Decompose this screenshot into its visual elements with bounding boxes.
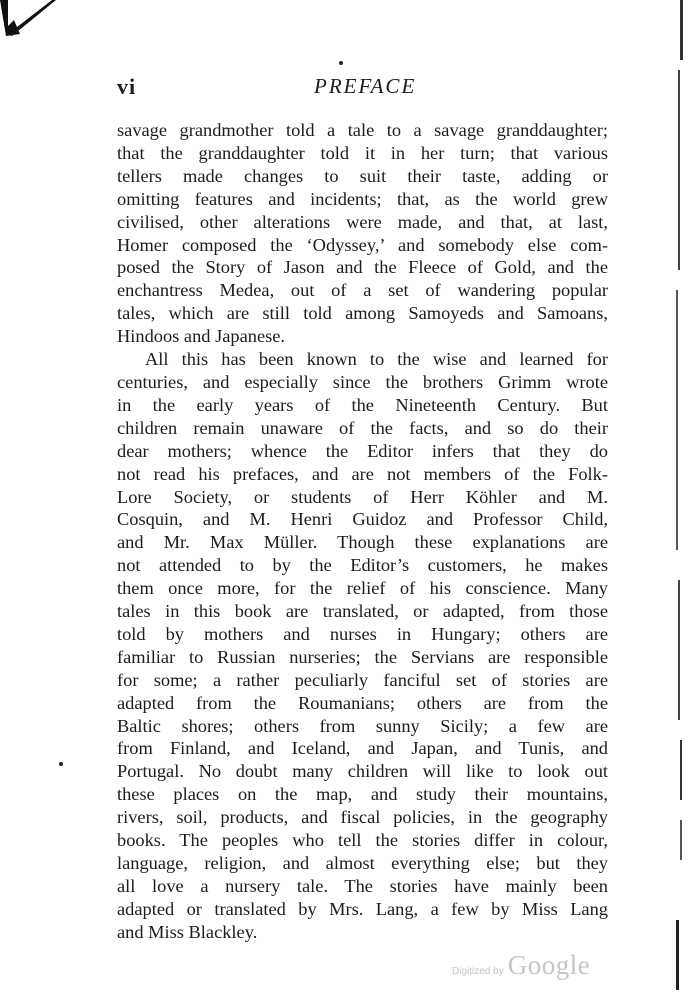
text-line: told by mothers and nurses in Hungary; others are: [117, 623, 608, 644]
text-line: for some; a rather peculiarly fanciful set of stories are: [117, 669, 608, 690]
text-line: Homer composed the ‘Odyssey,’ and somebody else com-: [117, 234, 608, 255]
text-line: tales, which are still told among Samoyeds and Samoans,: [117, 303, 608, 324]
running-head: PREFACE: [314, 74, 417, 98]
text-line: adapted from the Roumanians; others are from the: [117, 692, 608, 713]
text-line: Baltic shores; others from sunny Sicily; a few are: [117, 715, 608, 736]
paragraph-1: [117, 119, 608, 348]
digitized-by-google-watermark: [452, 950, 590, 982]
text-line: dear mothers; whence the Editor infers that they do: [117, 440, 608, 461]
text-line: rivers, soil, products, and fiscal policies, in the geography: [117, 807, 608, 828]
text-line: and Mr. Max Müller. Though these explanations are: [117, 532, 608, 553]
text-line: Lore Society, or students of Herr Köhler and M.: [117, 486, 608, 507]
text-line: Portugal. No doubt many children will like to look out: [117, 761, 608, 782]
text-line: language, religion, and almost everything else; but they: [117, 853, 608, 873]
text-line: Hindoos and Japanese.: [117, 326, 286, 347]
text-line: adapted or translated by Mrs. Lang, a few by Miss Lang: [117, 898, 608, 919]
text-line: and Miss Blackley.: [117, 921, 258, 942]
text-line: them once more, for the relief of his conscience. Many: [117, 578, 608, 599]
text-line: not read his prefaces, and are not members of the Folk-: [117, 463, 608, 484]
text-line: enchantress Medea, out of a set of wandering popular: [117, 280, 608, 301]
text-line: posed the Story of Jason and the Fleece of Gold, and the: [117, 257, 608, 278]
text-line: All this has been known to the wise and learned for: [145, 349, 608, 370]
text-line: these places on the map, and study their mountains,: [117, 784, 608, 805]
text-line: civilised, other alterations were made, and that, at last,: [117, 211, 608, 232]
text-line: omitting features and incidents; that, as the world grew: [117, 188, 608, 209]
text-line: in the early years of the Nineteenth Century. But: [117, 394, 608, 415]
scan-edge-marks: [658, 0, 688, 1000]
scan-speck: [59, 762, 63, 766]
text-line: savage grandmother told a tale to a savage granddaughter;: [117, 120, 608, 140]
page-number: vi: [117, 74, 137, 99]
text-line: children remain unaware of the facts, and so do their: [117, 417, 608, 438]
google-logo: Google: [507, 950, 591, 980]
text-line: tellers made changes to suit their taste, adding or: [117, 165, 608, 186]
text-line: not attended to by the Editor’s customers, he makes: [117, 555, 608, 576]
preface-text: [117, 119, 608, 944]
scan-corner-mark: [0, 0, 60, 40]
text-line: from Finland, and Iceland, and Japan, and Tunis, and: [117, 738, 608, 759]
text-line: centuries, and especially since the brothers Grimm wrote: [117, 371, 608, 392]
text-line: tales in this book are translated, or adapted, from those: [117, 601, 608, 622]
text-line: Cosquin, and M. Henri Guidoz and Professor Child,: [117, 509, 608, 530]
text-line: that the granddaughter told it in her turn; that various: [117, 142, 608, 163]
page-header: [117, 74, 607, 104]
text-line: all love a nursery tale. The stories have mainly been: [117, 875, 608, 896]
paragraph-2: [117, 348, 608, 944]
watermark-prefix: Digitized by: [452, 966, 504, 977]
text-line: familiar to Russian nurseries; the Servians are responsible: [117, 646, 608, 667]
text-line: books. The peoples who tell the stories differ in colour,: [117, 830, 608, 851]
scan-speck: [339, 61, 343, 65]
